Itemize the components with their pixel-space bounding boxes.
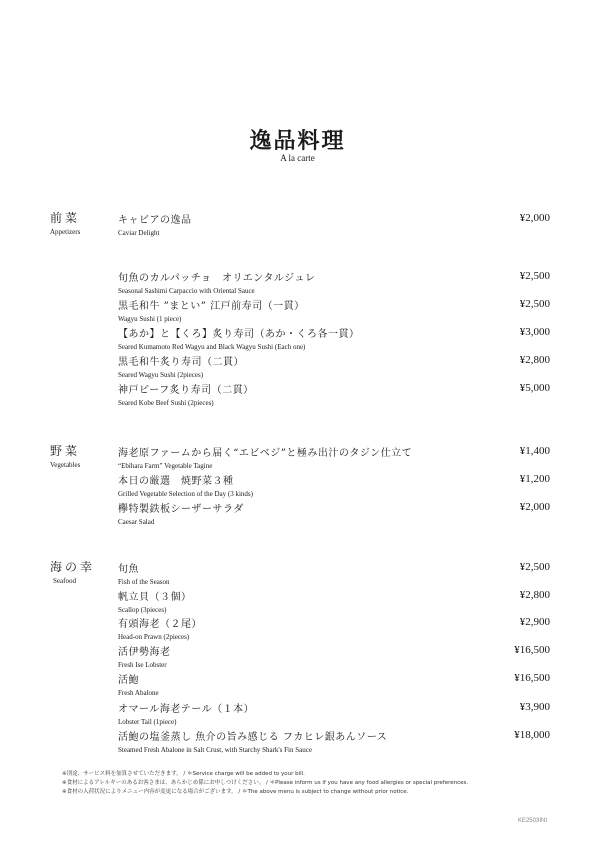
category-label [50, 209, 110, 236]
item-name-en: Fresh Abalone [118, 689, 159, 697]
menu-item [118, 728, 550, 754]
menu-subtitle: A la carte [280, 153, 315, 163]
item-name-jp: 旬魚のカルパッチョ オリエンタルジュレ [118, 273, 316, 284]
category-name-en: Appetizers [50, 228, 81, 236]
menu-item [118, 472, 550, 498]
item-name-en: Head-on Prawn (2pieces) [118, 633, 190, 641]
item-price: ¥16,500 [514, 672, 550, 684]
item-name-jp: 活伊勢海老 [118, 647, 171, 658]
item-name-jp: 海老原ファームから届く“エビベジ”と極み出汁のタジン仕立て [118, 448, 413, 459]
item-name-jp: 帆立貝（３個） [118, 592, 192, 603]
menu-item [118, 500, 550, 526]
item-price: ¥18,000 [514, 729, 550, 741]
item-name-en: Seared Wagyu Sushi (2pieces) [118, 371, 204, 379]
note-service-charge: ※別途、サービス料を加算させていただきます。 / ＊Service charge will be added to your bill. [62, 771, 305, 777]
category-name-en: Seafood [53, 577, 76, 585]
item-name-jp: 黒毛和牛炙り寿司（二貫） [118, 357, 244, 368]
item-name-jp: 有頭海老（２尾） [118, 619, 202, 630]
item-price: ¥3,000 [519, 326, 550, 338]
category-name-jp: 海の幸 [50, 560, 96, 574]
menu-item [118, 269, 550, 295]
item-name-en: Grilled Vegetable Selection of the Day (3 kinds) [118, 490, 253, 498]
item-name-jp: オマール海老テール（１本） [118, 704, 255, 715]
item-price: ¥1,400 [519, 445, 550, 457]
menu-item [118, 700, 550, 726]
item-name-jp: 旬魚 [118, 564, 139, 575]
category-label [50, 442, 110, 469]
menu-item [118, 588, 550, 614]
category-name-jp: 野菜 [50, 444, 81, 458]
category-label [50, 558, 110, 585]
menu-item [118, 560, 550, 586]
item-price: ¥2,500 [519, 298, 550, 310]
item-name-jp: 黒毛和牛 ”まとい” 江戸前寿司（一貫） [118, 301, 305, 312]
item-price: ¥2,000 [519, 212, 550, 224]
footer-notes [62, 770, 562, 797]
item-price: ¥16,500 [514, 644, 550, 656]
item-price: ¥2,500 [519, 561, 550, 573]
note-menu-change: ※食材の入荷状況によりメニュー内容が変更になる場合がございます。 / ＊The above menu is subject to change without prior notice. [62, 789, 409, 795]
item-name-en: Lobster Tail (1piece) [118, 718, 177, 726]
menu-item [118, 381, 550, 407]
item-name-jp: 欅特製鉄板シーザーサラダ [118, 504, 244, 515]
item-name-jp: 神戸ビーフ炙り寿司（二貫） [118, 385, 254, 396]
item-price: ¥5,000 [519, 382, 550, 394]
menu-item [118, 297, 550, 323]
item-name-jp: キャビアの逸品 [118, 215, 192, 226]
category-name-jp: 前菜 [50, 211, 81, 225]
item-name-en: Scallop (3pieces) [118, 606, 167, 614]
item-name-jp: 本日の厳選 焼野菜３種 [118, 476, 234, 487]
item-price: ¥1,200 [519, 473, 550, 485]
item-name-en: Fresh Ise Lobster [118, 661, 167, 669]
menu-item [118, 671, 550, 697]
menu-title: 逸品料理 [249, 128, 346, 154]
menu-item [118, 643, 550, 669]
menu-item [118, 211, 550, 237]
item-price: ¥3,900 [519, 701, 550, 713]
item-name-en: “Ebihara Farm” Vegetable Tagine [118, 462, 213, 470]
item-name-jp: 活鮑の塩釜蒸し 魚介の旨み感じる フカヒレ銀あんソース [118, 732, 388, 743]
item-name-jp: 活鮑 [118, 675, 139, 686]
item-name-jp: 【あか】と【くろ】炙り寿司（あか・くろ各一貫） [118, 329, 360, 340]
item-name-en: Fish of the Season [118, 578, 170, 586]
item-price: ¥2,500 [519, 270, 550, 282]
item-name-en: Wagyu Sushi (1 piece) [118, 315, 182, 323]
category-name-en: Vegetables [50, 461, 81, 469]
item-name-en: Caesar Salad [118, 518, 155, 526]
menu-item [118, 325, 550, 351]
menu-item [118, 615, 550, 641]
item-name-en: Seasonal Sashimi Carpaccio with Oriental Sauce [118, 287, 255, 295]
item-price: ¥2,000 [519, 501, 550, 513]
item-name-en: Seared Kobe Beef Sushi (2pieces) [118, 399, 214, 407]
item-name-en: Seared Kumamoto Red Wagyu and Black Wagyu Sushi (Each one) [118, 343, 306, 351]
item-name-en: Steamed Fresh Abalone in Salt Crust, with Starchy Shark's Fin Sauce [118, 746, 312, 754]
item-price: ¥2,800 [519, 589, 550, 601]
item-price: ¥2,800 [519, 354, 550, 366]
item-name-en: Caviar Delight [118, 229, 160, 237]
menu-item [118, 444, 550, 470]
item-price: ¥2,900 [519, 616, 550, 628]
document-code: KE2503INI [517, 818, 547, 824]
menu-item [118, 353, 550, 379]
note-allergies: ※食材によるアレルギーのあるお客さまは、あらかじめ係にお申しつけください。 / ＊Please inform us if you have any food allergies or special preferences. [62, 780, 469, 786]
